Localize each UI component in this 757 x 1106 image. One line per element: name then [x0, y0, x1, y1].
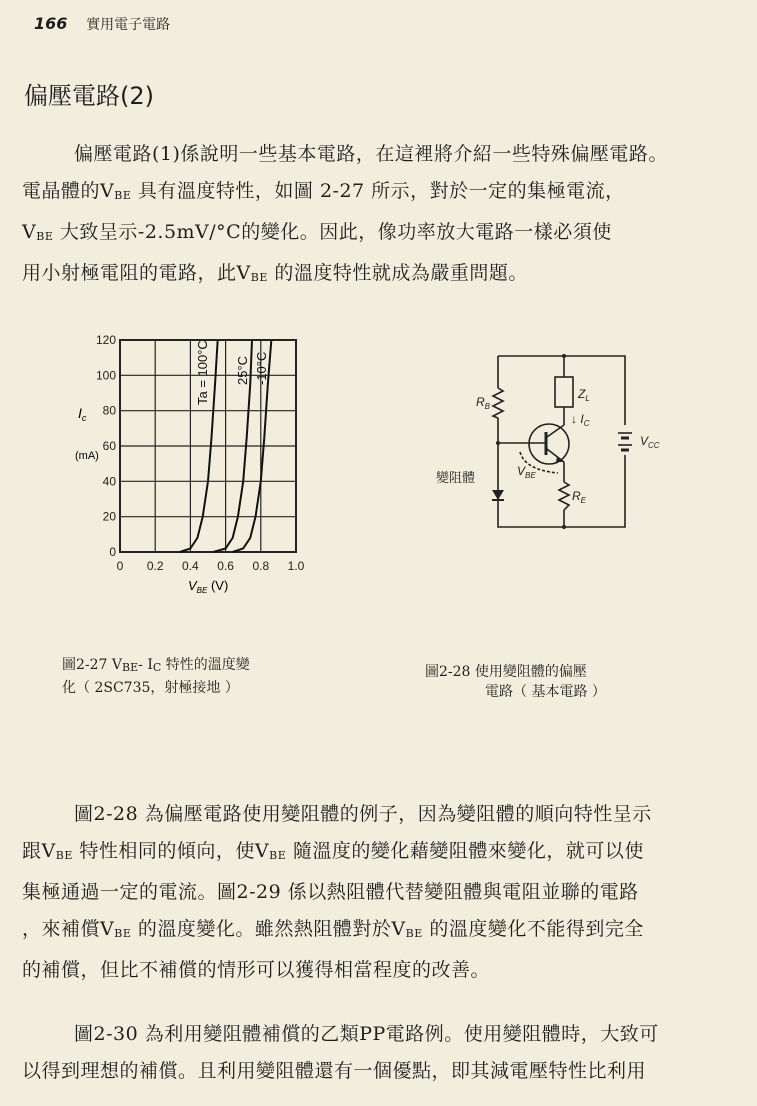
svg-text:80: 80 — [102, 403, 116, 418]
svg-text:100: 100 — [95, 368, 116, 383]
x-axis-label: $V_{BE}$ (V) — [188, 578, 229, 595]
label-re: $R_E$ — [572, 489, 587, 505]
svg-text:40: 40 — [102, 474, 116, 489]
label-vcc: $V_{CC}$ — [640, 434, 660, 450]
label-vbe: $V_{BE}$ — [517, 464, 536, 480]
y-axis-label: $I_c$ — [78, 405, 87, 423]
paragraph-intro: 偏壓電路(1)係說明一些基本電路，在這裡將介紹一些特殊偏壓電路。 電晶體的VBE 具有溫度特性，如圖 2-27 所示，對於一定的集極電流， VBE 大致呈示-2.5mV/°C的變化。因此，像功率放大電路一樣必須使 用小射極電阻的電路，此VBE 的溫度特性就成為嚴重問題。 — [22, 143, 668, 284]
svg-text:-10°C: -10°C — [254, 351, 269, 385]
svg-text:0.4: 0.4 — [182, 559, 199, 573]
svg-text:60: 60 — [102, 439, 116, 453]
figure-2-28-caption: 圖2-28 使用變阻體的偏壓 電路（ 基本電路 ） — [425, 664, 606, 700]
svg-text:0.2: 0.2 — [146, 559, 164, 573]
label-zl: $Z_L$ — [578, 387, 590, 403]
page-header — [34, 14, 170, 34]
page-number: 166 — [34, 14, 68, 33]
label-ic: ↓ $I_C$ — [571, 412, 590, 428]
svg-text:25°C: 25°C — [235, 355, 250, 385]
svg-text:0.8: 0.8 — [252, 559, 270, 573]
y-axis-unit: (mA) — [75, 450, 99, 462]
svg-text:0.6: 0.6 — [217, 559, 234, 573]
svg-text:Ta = 100°C: Ta = 100°C — [195, 340, 210, 405]
paragraph-varistor: 圖2-28 為偏壓電路使用變阻體的例子，因為變阻體的順向特性呈示 跟VBE 特性相同的傾向，使VBE 隨溫度的變化藉變阻體來變化，就可以使 集極通過一定的電流。圖2-29 係以熱阻體代替變阻體與電阻並聯的電路 ，來補償VBE 的溫度變化。雖然熱阻體對於VBE 的溫度變化不能得到完全 的補償，但比不補償的情形可以獲得相當程度的改善。 — [22, 803, 652, 981]
svg-text:0: 0 — [116, 559, 124, 573]
svg-text:20: 20 — [102, 509, 116, 524]
svg-text:120: 120 — [95, 333, 116, 347]
paragraph-class-b-pp: 圖2-30 為利用變阻體補償的乙類PP電路例。使用變阻體時，大致可 以得到理想的補償。且利用變阻體還有一個優點，即其減電壓特性比利用 — [22, 1023, 659, 1082]
running-title: 實用電子電路 — [86, 17, 171, 33]
svg-text:0: 0 — [109, 545, 116, 559]
figure-2-27-chart — [60, 328, 320, 598]
figure-2-27-caption: 圖2-27 VBE- IC 特性的溫度變 化（ 2SC735，射極接地 ） — [62, 657, 250, 696]
figure-2-28-circuit — [420, 345, 665, 540]
label-rb: $R_B$ — [476, 395, 491, 411]
svg-text:1.0: 1.0 — [287, 559, 305, 573]
section-title: 偏壓電路(2) — [24, 82, 154, 110]
label-varistor: 變阻體 — [436, 470, 476, 485]
